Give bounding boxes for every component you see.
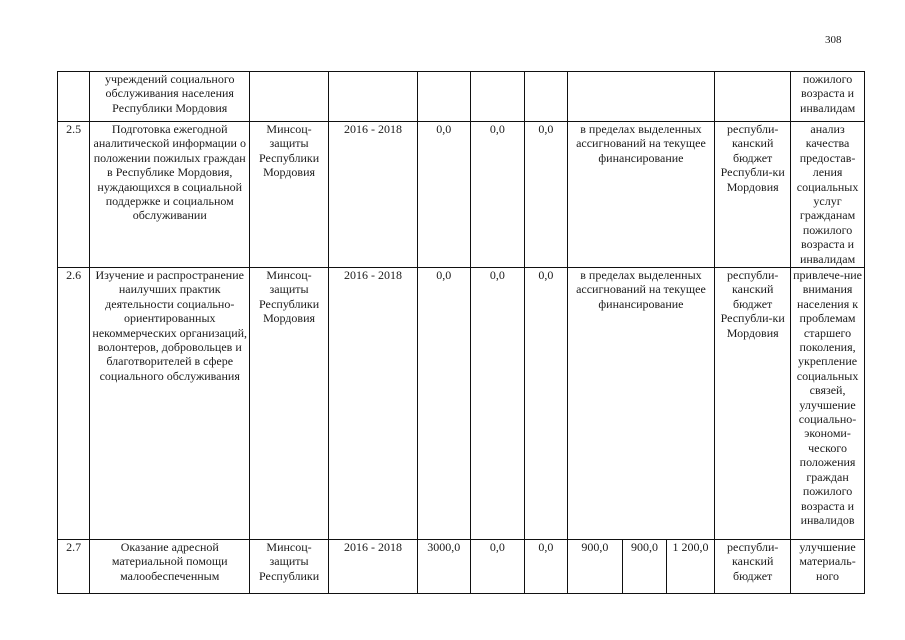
executor: Минсоц-защиты Республики Мордовия [250,268,329,540]
row-number: 2.5 [58,122,90,268]
executor [250,72,329,122]
period: 2016 - 2018 [329,122,418,268]
funding-source [715,72,791,122]
funding-source: республи-канский бюджет Республи-ки Мордовия [715,122,791,268]
row-number: 2.7 [58,540,90,594]
expected-result: улучшение материаль-ного [791,540,865,594]
funding-source: республи-канский бюджет [715,540,791,594]
period [329,72,418,122]
funding-source: республи-канский бюджет Республи-ки Мордовия [715,268,791,540]
activity-name: учреждений социального обслуживания населения Республики Мордовия [90,72,250,122]
page-number: 308 [825,34,842,46]
amount-col-2: 0,0 [470,268,525,540]
amount-col-3: 0,0 [525,268,567,540]
amount-col-2 [470,72,525,122]
total-amount: 0,0 [417,122,470,268]
table-row-continuation [58,72,865,122]
expected-result: привлече-ние внимания населения к проблемам старшего поколения, укрепление социальных связей, улучшение социально-экономи-ческого положения граждан пожилого возраста и инвалидов [791,268,865,540]
executor: Минсоц-защиты Республики [250,540,329,594]
activity-name: Изучение и распространение наилучших практик деятельности социально-ориентированных некоммерческих организаций, волонтеров, добровольцев и благотворителей в сфере социального обслуживания [90,268,250,540]
expected-result: анализ качества предостав-ления социальных услуг гражданам пожилого возраста и инвалидам [791,122,865,268]
program-activities-table [57,71,865,594]
total-amount [417,72,470,122]
table-row [58,268,865,540]
funding-note: в пределах выделенных ассигнований на текущее финансирование [567,122,715,268]
row-number [58,72,90,122]
amount-year-2: 900,0 [623,540,666,594]
total-amount: 3000,0 [417,540,470,594]
activity-name: Оказание адресной материальной помощи малообеспеченным [90,540,250,594]
executor: Минсоц-защиты Республики Мордовия [250,122,329,268]
amount-year-3: 1 200,0 [666,540,715,594]
funding-note: в пределах выделенных ассигнований на текущее финансирование [567,268,715,540]
amount-col-2: 0,0 [470,122,525,268]
table-row [58,540,865,594]
table-row [58,122,865,268]
period: 2016 - 2018 [329,540,418,594]
amount-col-2: 0,0 [470,540,525,594]
amount-col-3 [525,72,567,122]
amount-col-3: 0,0 [525,122,567,268]
activity-name: Подготовка ежегодной аналитической информации о положении пожилых граждан в Республике Мордовия, нуждающихся в социальной поддержке и социальном обслуживании [90,122,250,268]
funding-years [567,72,715,122]
total-amount: 0,0 [417,268,470,540]
amount-col-3: 0,0 [525,540,567,594]
expected-result: пожилого возраста и инвалидам [791,72,865,122]
row-number: 2.6 [58,268,90,540]
period: 2016 - 2018 [329,268,418,540]
amount-year-1: 900,0 [567,540,623,594]
